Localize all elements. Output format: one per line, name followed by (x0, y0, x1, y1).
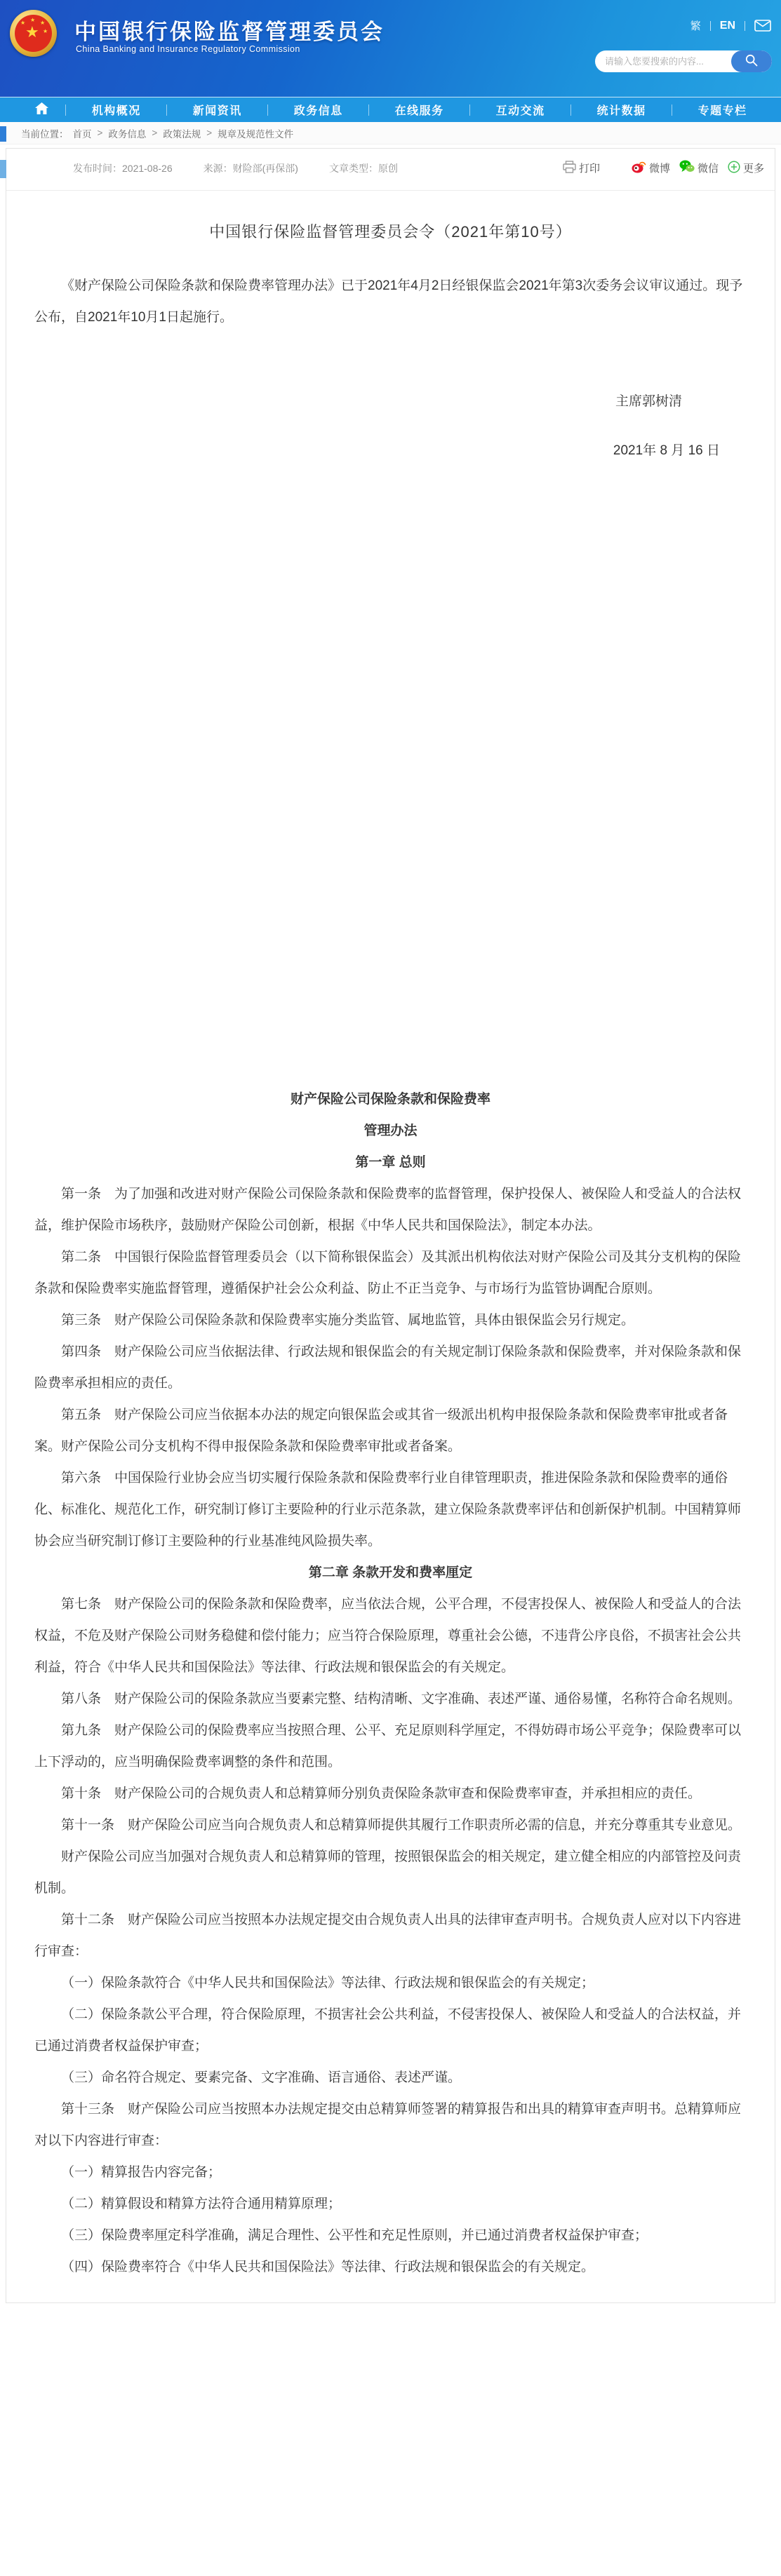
doc-paragraph: 第七条 财产保险公司的保险条款和保险费率，应当依法合规，公平合理，不侵害投保人、被保险人和受益人的合法权益，不危及财产保险公司财务稳健和偿付能力；应当符合保险原理，尊重社会公德，不违背公序良俗，不损害社会公共利益，符合《中华人民共和国保险法》等法律、行政法规和银保监会的有关规定。 (34, 1597, 742, 1675)
article-card (6, 148, 775, 2303)
nav-separator (570, 104, 571, 116)
nav-item-0[interactable]: 机构概况 (91, 105, 141, 117)
decree-signature: 主席郭树清 (615, 394, 682, 409)
doc-paragraph: 财产保险公司应当加强对合规负责人和总精算师的管理，按照银保监会的相关规定，建立健全相应的内部管控及问责机制。 (34, 1849, 742, 1896)
article-meta-row (6, 149, 775, 191)
doc-paragraph: 第十一条 财产保险公司应当向合规负责人和总精算师提供其履行工作职责所必需的信息，并充分尊重其专业意见。 (61, 1818, 742, 1833)
emblem-star-icon: ★ (25, 23, 39, 41)
side-edge-tab (0, 126, 6, 142)
wechat-icon (679, 160, 695, 176)
nav-separator (166, 104, 167, 116)
print-button[interactable]: 打印 (563, 161, 600, 176)
article-meta (73, 161, 398, 175)
share-weibo-button[interactable]: 微博 (632, 160, 670, 176)
publish-time: 发布时间：2021-08-26 (73, 162, 173, 174)
doc-paragraph: 第六条 中国保险行业协会应当切实履行保险条款和保险费率行业自律管理职责，推进保险条款和保险费率的通俗化、标准化、规范化工作，研究制订修订主要险种的行业示范条款，建立保险条款费率评估和创新保护机制。中国精算师协会应当研究制订修订主要险种的行业基准纯风险损失率。 (34, 1471, 742, 1549)
doc-paragraph: 第五条 财产保险公司应当依据本办法的规定向银保监会或其省一级派出机构申报保险条款和保险费率审批或者备案。财产保险公司分支机构不得申报保险条款和保险费率审批或者备案。 (34, 1408, 728, 1454)
decree-date: 2021年 8 月 16 日 (613, 443, 720, 458)
lang-traditional-link[interactable]: 繁 (690, 20, 701, 32)
mail-icon[interactable] (754, 20, 771, 32)
national-emblem-inner (15, 15, 52, 52)
plus-circle-icon (728, 161, 740, 176)
search-button[interactable] (731, 50, 772, 72)
emblem-star-icon: ★ (20, 20, 26, 26)
doc-paragraph: 第九条 财产保险公司的保险费率应当按照合理、公平、充足原则科学厘定，不得妨碍市场公平竞争；保险费率可以上下浮动的，应当明确保险费率调整的条件和范围。 (34, 1723, 742, 1769)
breadcrumb-label: 当前位置： (21, 128, 69, 140)
main-nav (0, 97, 781, 122)
site-subtitle: China Banking and Insurance Regulatory Commission (76, 44, 300, 54)
emblem-star-icon: ★ (30, 17, 36, 23)
site-title: 中国银行保险监督管理委员会 (74, 20, 385, 44)
search-input[interactable] (595, 50, 731, 72)
side-edge-tab (0, 160, 6, 178)
doc-paragraph: （三）命名符合规定、要素完备、文字准确、语言通俗、表述严谨。 (61, 2070, 462, 2085)
nav-separator (65, 104, 66, 116)
doc-paragraph: 第三条 财产保险公司保险条款和保险费率实施分类监管、属地监管，具体由银保监会另行规定。 (61, 1313, 635, 1328)
doc-paragraph: 第四条 财产保险公司应当依据法律、行政法规和银保监会的有关规定制订保险条款和保险费率，并对保险条款和保险费率承担相应的责任。 (34, 1344, 742, 1391)
doc-paragraph: 第二条 中国银行保险监督管理委员会（以下简称银保监会）及其派出机构依法对财产保险公司及其分支机构的保险条款和保险费率实施监督管理，遵循保护社会公众利益、防止不正当竞争、与市场行为监管协调配合原则。 (34, 1250, 742, 1296)
content-spacer (34, 466, 747, 1084)
nav-item-5[interactable]: 统计数据 (596, 105, 646, 117)
doc-paragraph: （二）精算假设和精算方法符合通用精算原理； (61, 2197, 342, 2211)
doc-paragraph: （一）保险条款符合《中华人民共和国保险法》等法律、行政法规和银保监会的有关规定； (61, 1976, 595, 1990)
breadcrumb-link-0[interactable]: 首页 (72, 128, 92, 140)
document-body (34, 1147, 747, 2283)
emblem-star-icon: ★ (43, 28, 48, 34)
article-actions (563, 160, 764, 176)
doc-paragraph: （一）精算报告内容完备； (61, 2165, 222, 2180)
page-title: 中国银行保险监督管理委员会令（2021年第10号） (209, 223, 572, 241)
doc-paragraph: 第八条 财产保险公司的保险条款应当要素完整、结构清晰、文字准确、表述严谨、通俗易懂，名称符合命名规则。 (61, 1692, 742, 1706)
nav-item-2[interactable]: 政务信息 (293, 105, 343, 117)
site-header (0, 0, 781, 97)
breadcrumb (0, 122, 781, 144)
emblem-star-icon: ★ (40, 20, 46, 26)
article-source: 来源：财险部(再保部) (203, 162, 298, 174)
printer-icon (563, 161, 576, 176)
nav-item-3[interactable]: 在线服务 (394, 105, 444, 117)
doc-paragraph: 第十条 财产保险公司的合规负责人和总精算师分别负责保险条款审查和保险费率审查，并承担相应的责任。 (61, 1786, 702, 1801)
chapter-heading: 第二章 条款开发和费率厘定 (308, 1565, 473, 1580)
doc-paragraph: 第十三条 财产保险公司应当按照本办法规定提交由总精算师签署的精算报告和出具的精算审查声明书。总精算师应对以下内容进行审查： (34, 2102, 742, 2148)
article-type: 文章类型：原创 (328, 162, 398, 174)
nav-item-6[interactable]: 专题专栏 (697, 105, 747, 117)
national-emblem-logo (10, 10, 57, 57)
lang-english-link[interactable]: EN (719, 19, 735, 32)
breadcrumb-separator: > (206, 128, 213, 138)
doc-paragraph: 第十二条 财产保险公司应当按照本办法规定提交由合规负责人出具的法律审查声明书。合规负责人应对以下内容进行审查： (34, 1913, 742, 1959)
doc-paragraph: 第一条 为了加强和改进对财产保险公司保险条款和保险费率的监督管理，保护投保人、被保险人和受益人的合法权益，维护保险市场秩序，鼓励财产保险公司创新，根据《中华人民共和国保险法》，制定本办法。 (34, 1187, 742, 1233)
site-search (595, 50, 772, 72)
breadcrumb-link-3[interactable]: 规章及规范性文件 (218, 128, 294, 140)
home-icon (35, 102, 48, 118)
nav-item-1[interactable]: 新闻资讯 (192, 105, 242, 117)
breadcrumb-separator: > (97, 128, 103, 138)
weibo-icon (632, 160, 646, 176)
search-icon (745, 54, 758, 69)
main-nav-items (53, 102, 760, 118)
breadcrumb-items (73, 126, 294, 140)
breadcrumb-separator: > (152, 128, 158, 138)
nav-home[interactable] (35, 102, 48, 118)
doc-paragraph: （四）保险费率符合《中华人民共和国保险法》等法律、行政法规和银保监会的有关规定。 (61, 2260, 595, 2274)
decree-paragraph: 《财产保险公司保险条款和保险费率管理办法》已于2021年4月2日经银保监会2021年第3次委务会议审议通过。现予公布，自2021年10月1日起施行。 (34, 278, 743, 325)
document-title-line2: 管理办法 (363, 1124, 418, 1138)
article-body (6, 242, 775, 2283)
language-switcher (690, 18, 771, 33)
doc-paragraph: （三）保险费率厘定科学准确，满足合理性、公平性和充足性原则，并已通过消费者权益保护审查； (61, 2228, 648, 2243)
document-title-line1: 财产保险公司保险条款和保险费率 (290, 1092, 490, 1107)
nav-separator (267, 104, 268, 116)
chapter-heading: 第一章 总则 (355, 1155, 426, 1170)
nav-item-4[interactable]: 互动交流 (495, 105, 545, 117)
breadcrumb-link-2[interactable]: 政策法规 (163, 128, 201, 140)
divider (710, 21, 711, 31)
nav-separator (368, 104, 369, 116)
breadcrumb-link-1[interactable]: 政务信息 (108, 128, 147, 140)
share-wechat-button[interactable]: 微信 (679, 160, 719, 176)
more-share-button[interactable]: 更多 (728, 161, 764, 176)
doc-paragraph: （二）保险条款公平合理，符合保险原理，不损害社会公共利益，不侵害投保人、被保险人和受益人的合法权益，并已通过消费者权益保护审查； (34, 2007, 742, 2054)
nav-separator (469, 104, 470, 116)
